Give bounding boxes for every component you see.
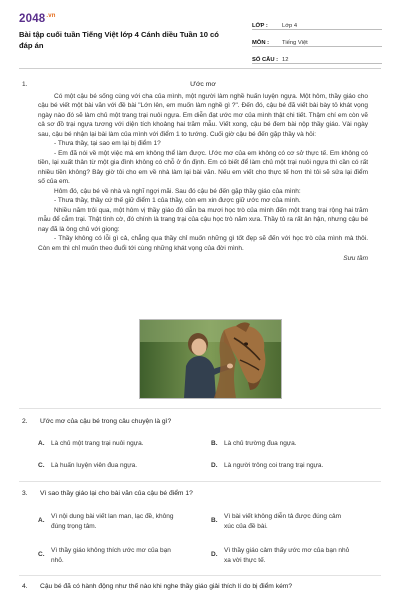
- option-letter: D.: [211, 462, 218, 469]
- document-title: Bài tập cuối tuần Tiếng Việt lớp 4 Cánh diều Tuần 10 có đáp án: [19, 30, 219, 50]
- meta-count-row: [252, 48, 382, 64]
- passage-paragraph: Có một cậu bé sống cùng với cha của mình, một người làm nghề huấn luyện ngựa. Một hôm, thầy giáo cho cậu bé viết một bài văn với đề bài "Lớn lên, em muốn làm nghề gì ?". Đến đó, cậu bé đã viết bài bày tỏ khát vọng ngày nào đó sẽ làm chủ một trang trại nuôi ngựa. Em diễn đạt ước mơ của mình thật chi tiết. Thậm chí em còn vẽ cả sơ đồ trại ngựa tương với diện tích khoảng hai trăm mẫu. Viết xong, cậu bé đem bài nộp thầy giáo. Vài ngày sau, cậu bé nhận lại bài làm của mình với điểm 1 to tướng. Cuối giờ cậu bé đến gặp thầy và hỏi:: [38, 92, 368, 138]
- meta-panel: [252, 14, 382, 65]
- site-logo[interactable]: [19, 13, 56, 25]
- q4-text: Cậu bé đã có hành động như thế nào khi nghe thầy giáo giải thích lí do bị điểm kém?: [40, 583, 293, 590]
- option-text-line1: Vì thầy giáo cảm thấy ước mơ của bạn nhỏ: [224, 547, 350, 554]
- option-text-line2: đúng trọng tâm.: [51, 523, 97, 530]
- option-letter: A.: [38, 517, 45, 524]
- meta-count-label: SỐ CÂU :: [252, 56, 279, 63]
- option-letter: B.: [211, 440, 218, 447]
- option-text-line2: nhỏ.: [51, 557, 64, 564]
- passage-paragraph: Nhiều năm trôi qua, một hôm vị thầy giáo đó dẫn ba mươi học trò của mình đến một trang trại rộng hai trăm mẫu để cắm trại. Thật tình cờ, đó chính là trang trại của cậu học trò năm xưa. Thầy tỏ ra rất ân hận, nhưng cậu bé nay đã là ông chủ với giọng:: [38, 206, 368, 233]
- boy-with-horse-image: [139, 319, 282, 399]
- meta-subject-row: [252, 31, 382, 47]
- meta-grade-row: [252, 14, 382, 30]
- option-text-line2: xúc của đề bài.: [224, 523, 268, 530]
- option-text: Là người trông coi trang trại ngựa.: [224, 462, 324, 469]
- meta-grade-value: Lớp 4: [282, 22, 298, 29]
- q2-text: Ước mơ của cậu bé trong câu chuyện là gì?: [40, 418, 172, 425]
- passage-paragraph: - Em đã nói về một việc mà em không thể làm được. Ước mơ của em không có cơ sở thực tế. Em không có tiền, lại xuất thân từ một gia đình không có chỗ ở ổn định. Em có biết để làm chủ một trại nuôi ngựa thì cần có rất nhiều tiền không? Bây giờ tôi cho em về nhà làm lại bài văn. Nếu em viết cho thực tế hơn thì tôi sẽ sửa lại điểm số của em.: [38, 149, 368, 185]
- q2-number: 2.: [22, 418, 28, 425]
- header-divider: [19, 68, 381, 69]
- passage-title: Ước mơ: [190, 81, 216, 88]
- option-text-line1: Vì bài viết không diễn tả được đúng cảm: [224, 513, 342, 520]
- section-divider: [19, 575, 381, 576]
- q3-number: 3.: [22, 490, 28, 497]
- passage-paragraph: - Thưa thầy, tại sao em lại bị điểm 1?: [54, 140, 161, 147]
- meta-grade-label: LỚP :: [252, 22, 268, 29]
- meta-subject-value: Tiếng Việt: [282, 39, 308, 46]
- section-divider: [19, 481, 381, 482]
- q1-number: 1.: [22, 81, 28, 88]
- passage-paragraph: - Thưa thầy, thầy cứ thế giữ điểm 1 của thầy, còn em xin được giữ ước mơ của mình.: [54, 197, 301, 204]
- logo-tld: .vn: [46, 13, 56, 20]
- option-letter: C.: [38, 551, 45, 558]
- option-letter: D.: [211, 551, 218, 558]
- meta-subject-label: MÔN :: [252, 39, 270, 46]
- option-text: Là chủ trường đua ngựa.: [224, 440, 297, 447]
- option-letter: B.: [211, 517, 218, 524]
- q3-text: Vì sao thầy giáo lại cho bài văn của cậu bé điểm 1?: [40, 490, 193, 497]
- option-text-line1: Vì nội dung bài viết lan man, lạc đề, không: [51, 513, 174, 520]
- reading-passage: [38, 80, 368, 264]
- option-text-line2: xa vời thực tế.: [224, 557, 266, 564]
- passage-paragraph: - Thầy không có lỗi gì cả, chẳng qua thầy chỉ muốn những gì tốt đẹp sẽ đến với học trò của mình mà thôi. Còn em thì chỉ muốn theo đuổi tới cùng những khát vọng của đời mình.: [38, 235, 368, 252]
- passage-paragraph: Hôm đó, cậu bé về nhà và nghĩ ngợi mãi. Sau đó cậu bé đến gặp thầy giáo của mình:: [54, 187, 301, 195]
- q4-number: 4.: [22, 583, 28, 590]
- passage-source: Sưu tầm: [343, 255, 368, 262]
- option-letter: A.: [38, 440, 45, 447]
- section-divider: [19, 408, 381, 409]
- option-text: Là huấn luyện viên đua ngựa.: [51, 462, 138, 469]
- meta-count-value: 12: [282, 56, 289, 63]
- option-text: Là chủ một trang trại nuôi ngựa.: [51, 440, 144, 447]
- logo-main: 2048: [19, 13, 46, 25]
- option-text-line1: Vì thầy giáo không thích ước mơ của bạn: [51, 547, 171, 554]
- option-letter: C.: [38, 462, 45, 469]
